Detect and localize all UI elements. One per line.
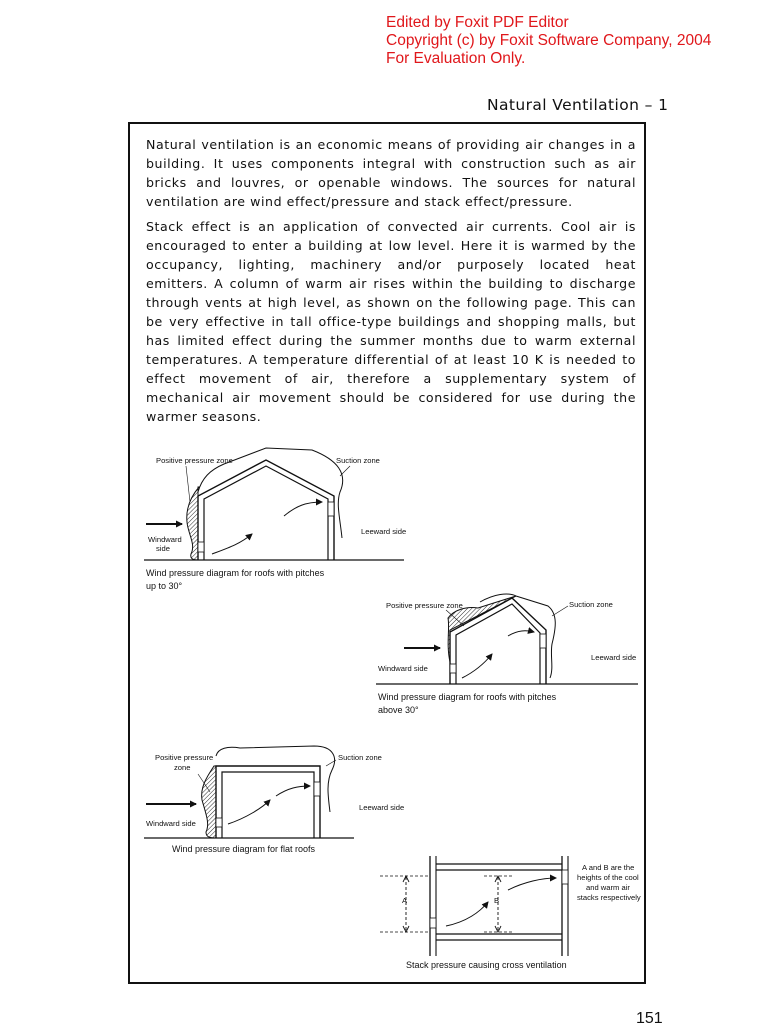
- building-inner-outline: [222, 772, 314, 838]
- building-outline: [198, 460, 334, 560]
- label-windward-side: Windward side: [146, 819, 196, 828]
- inlet-vent: [216, 818, 222, 827]
- note-line-1: A and B are the: [582, 863, 635, 872]
- diagram-pitch-above-30: [376, 594, 638, 715]
- page-number: 151: [636, 1010, 663, 1027]
- label-zone: zone: [174, 763, 191, 772]
- caption-line-1: Wind pressure diagram for roofs with pitches: [146, 568, 325, 578]
- airflow-arrow: [508, 631, 534, 636]
- label-windward-side: side: [156, 544, 170, 553]
- label-suction-zone: Suction zone: [569, 600, 613, 609]
- label-positive-pressure-zone: Positive pressure zone: [156, 456, 233, 465]
- label-a: A: [402, 896, 408, 905]
- paragraph-1: Natural ventilation is an economic means of providing air changes in a building. It uses components integral with construction such as air bricks and louvres, or openable windows. The sources for natural ventilation are wind effect/pressure and stack effect/pressure.: [146, 137, 636, 209]
- airflow-arrow: [212, 534, 252, 554]
- note-line-3: and warm air: [586, 883, 630, 892]
- airflow-arrow: [508, 878, 556, 890]
- label-suction-zone: Suction zone: [336, 456, 380, 465]
- outlet-vent: [540, 634, 546, 648]
- outlet-vent: [328, 502, 334, 516]
- airflow-arrow: [276, 786, 310, 796]
- diagram-flat-roof: [144, 746, 404, 854]
- watermark-line-1: Edited by Foxit PDF Editor: [386, 14, 569, 31]
- caption-line-2: above 30°: [378, 705, 419, 715]
- positive-pressure-zone: [202, 766, 216, 838]
- airflow-arrow: [446, 902, 488, 926]
- inlet-vent: [198, 542, 204, 552]
- airflow-arrow: [462, 654, 492, 678]
- inlet-vent: [450, 664, 456, 673]
- watermark-line-2: Copyright (c) by Foxit Software Company, 2004: [386, 32, 712, 49]
- leader-line: [552, 606, 568, 616]
- note-line-2: heights of the cool: [577, 873, 639, 882]
- note-line-4: stacks respectively: [577, 893, 641, 902]
- caption-line-1: Wind pressure diagram for roofs with pitches: [378, 692, 557, 702]
- label-positive-pressure-zone: Positive pressure zone: [386, 601, 463, 610]
- ventilation-diagrams: [128, 430, 644, 982]
- diagram-stack-pressure: [380, 856, 641, 970]
- paragraph-2: Stack effect is an application of convected air currents. Cool air is encouraged to enter a building at low level. Here it is warmed by the occupancy, lighting, machinery and/or purposely located heat emitters. A column of warm air rises within the building to discharge through vents at high level, as shown on the following page. This can be very effective in tall office-type buildings and shopping malls, but has limited effect during the summer months due to warm external temperatures. A temperature differential of at least 10 K is needed to effect movement of air, therefore a supplementary system of mechanical air movement should be considered for use during the warmer seasons.: [146, 219, 636, 424]
- watermark-line-3: For Evaluation Only.: [386, 50, 526, 67]
- foxit-watermark: [386, 14, 711, 68]
- leader-line: [340, 466, 350, 476]
- diagram-pitch-up-to-30: [144, 448, 406, 591]
- inlet-vent: [430, 918, 436, 928]
- label-windward-side: Windward side: [378, 664, 428, 673]
- caption: Wind pressure diagram for flat roofs: [172, 844, 316, 854]
- label-windward: Windward: [148, 535, 182, 544]
- caption-line-2: up to 30°: [146, 581, 183, 591]
- running-head: Natural Ventilation – 1: [487, 96, 669, 114]
- label-suction-zone: Suction zone: [338, 753, 382, 762]
- label-positive-pressure: Positive pressure: [155, 753, 214, 762]
- leader-line: [186, 466, 190, 502]
- caption: Stack pressure causing cross ventilation: [406, 960, 567, 970]
- label-leeward-side: Leeward side: [359, 803, 405, 812]
- outlet-vent: [562, 870, 568, 884]
- label-leeward-side: Leeward side: [591, 653, 637, 662]
- airflow-arrow: [284, 502, 322, 516]
- label-b: B: [494, 896, 500, 905]
- body-text: [146, 135, 636, 432]
- label-leeward-side: Leeward side: [361, 527, 407, 536]
- outlet-vent: [314, 782, 320, 796]
- building-inner-outline: [204, 466, 328, 560]
- airflow-arrow: [228, 800, 270, 824]
- positive-pressure-zone: [187, 487, 199, 560]
- suction-zone-outline: [216, 746, 335, 812]
